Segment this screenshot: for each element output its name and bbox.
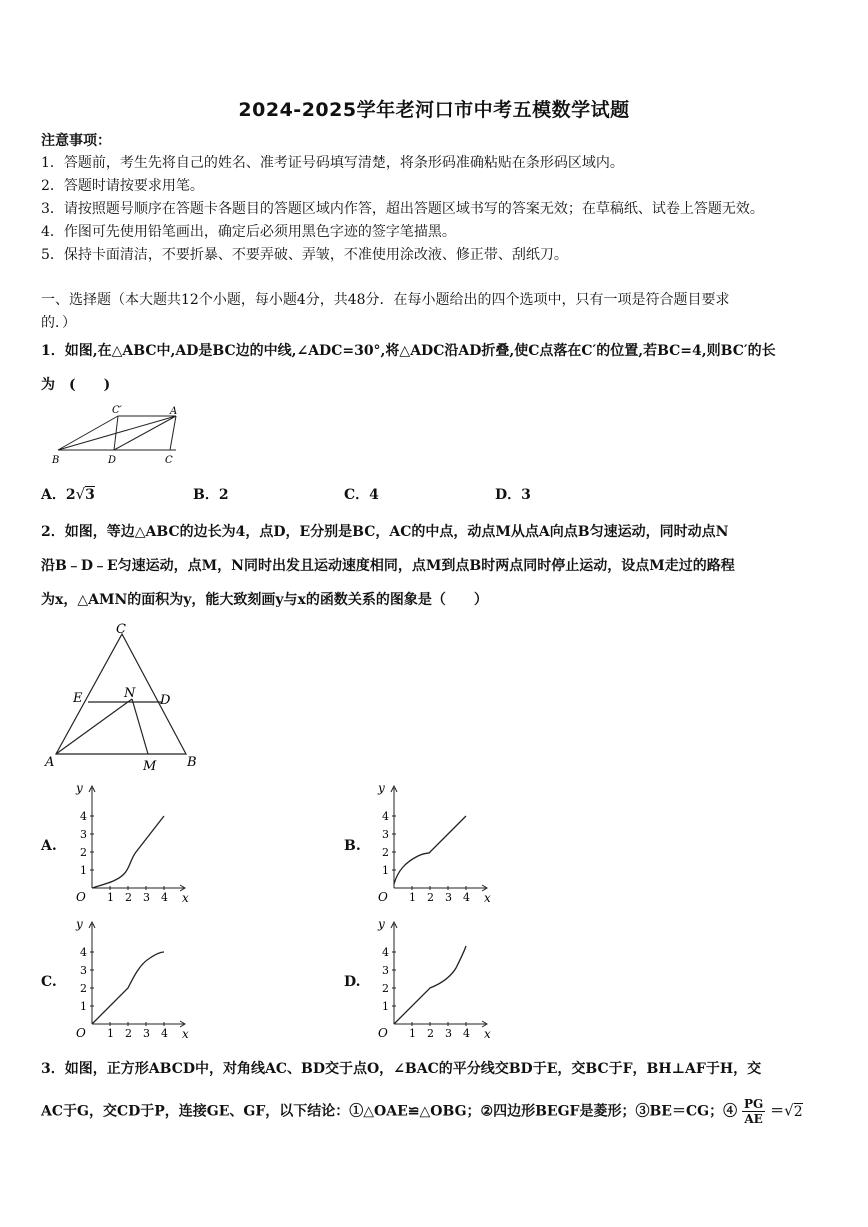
q2-graph-c xyxy=(68,916,194,1044)
y-tick-label: 4 xyxy=(80,946,87,959)
q2-label-c: C xyxy=(116,622,126,637)
q3-text-line1: 3．如图，正方形ABCD中，对角线AC、BD交于点O，∠BAC的平分线交BD于E，交BC于F，BH⊥AF于H，交 xyxy=(41,1061,762,1077)
q1-option-b: B．2 xyxy=(193,487,229,503)
q2-text-line2: 沿B﹣D﹣E匀速运动，点M，N同时出发且运动速度相同，点M到点B时两点同时停止运动，设点M走过的路程 xyxy=(41,558,735,574)
q2-graph-d xyxy=(370,916,496,1044)
q3-fraction xyxy=(742,1097,765,1126)
q2-label-e: E xyxy=(73,691,83,706)
q1-option-c: C．4 xyxy=(344,487,379,503)
y-tick-label: 4 xyxy=(382,946,389,959)
y-tick-label: 3 xyxy=(80,964,87,977)
y-tick-label: 3 xyxy=(382,964,389,977)
y-tick-label: 2 xyxy=(382,982,389,995)
sqrt-symbol: √ xyxy=(75,485,86,503)
y-axis-label: y xyxy=(76,781,83,795)
q3-equals: ＝ xyxy=(770,1103,785,1120)
x-axis-label: x xyxy=(182,1027,189,1041)
x-tick-label: 4 xyxy=(463,1027,470,1040)
y-tick-label: 3 xyxy=(382,828,389,841)
y-tick-label: 4 xyxy=(382,810,389,823)
x-tick-label: 3 xyxy=(445,891,452,904)
notice-item: 1．答题前，考生先将自己的姓名、准考证号码填写清楚，将条形码准确粘贴在条形码区域内。 xyxy=(41,155,624,171)
q2-label-m: M xyxy=(143,759,157,774)
x-tick-label: 1 xyxy=(107,1027,114,1040)
q3-text-line2-main: AC于G，交CD于P，连接GE、GF，以下结论：①△OAE≌△OBG；②四边形BEGF是菱形；③BE＝CG；④ xyxy=(41,1103,738,1120)
x-tick-label: 2 xyxy=(125,1027,132,1040)
x-tick-label: 1 xyxy=(409,1027,416,1040)
y-tick-label: 3 xyxy=(80,828,87,841)
notice-item: 3．请按照题号顺序在答题卡各题目的答题区域内作答，超出答题区域书写的答案无效；在草稿纸、试卷上答题无效。 xyxy=(41,201,764,217)
x-axis-label: x xyxy=(182,891,189,905)
x-tick-label: 4 xyxy=(463,891,470,904)
q1-label-b: B xyxy=(52,455,60,466)
y-tick-label: 2 xyxy=(80,846,87,859)
origin-label: O xyxy=(378,1026,388,1040)
q2-graph-a xyxy=(68,780,194,908)
y-tick-label: 4 xyxy=(80,810,87,823)
q1-text-line1: 1．如图,在△ABC中,AD是BC边的中线,∠ADC=30°,将△ADC沿AD折叠,使C点落在C′的位置,若BC=4,则BC′的长 xyxy=(41,343,776,359)
notice-heading: 注意事项： xyxy=(41,133,111,149)
q2-option-b-label: B. xyxy=(344,838,361,854)
y-tick-label: 2 xyxy=(382,846,389,859)
q3-sqrt-value: 2 xyxy=(793,1103,803,1120)
q1-label-cprime: C′ xyxy=(112,405,122,416)
q1-label-c: C xyxy=(165,455,173,466)
x-axis-label: x xyxy=(484,1027,491,1041)
q3-fraction-numerator: PG xyxy=(743,1097,764,1111)
q3-fraction-denominator: AE xyxy=(744,1112,763,1126)
section-heading-line1: 一、选择题（本大题共12个小题，每小题4分，共48分．在每小题给出的四个选项中，只有一项是符合题目要求 xyxy=(41,292,730,308)
q2-triangle-figure xyxy=(40,620,205,775)
function-curve xyxy=(394,946,466,1024)
x-tick-label: 3 xyxy=(143,891,150,904)
q3-text-line2 xyxy=(41,1097,803,1126)
notice-item: 2．答题时请按要求用笔。 xyxy=(41,178,204,194)
y-tick-label: 1 xyxy=(80,864,87,877)
function-curve xyxy=(92,816,164,888)
origin-label: O xyxy=(378,890,388,904)
y-axis-label: y xyxy=(76,917,83,931)
notice-item: 4．作图可先使用铅笔画出，确定后必须用黑色字迹的签字笔描黑。 xyxy=(41,224,456,240)
q1-option-a xyxy=(41,484,95,504)
q2-label-b: B xyxy=(187,755,197,770)
q1-text-line2: 为 ( ) xyxy=(41,377,111,393)
x-tick-label: 1 xyxy=(107,891,114,904)
q2-label-a: A xyxy=(45,755,55,770)
y-tick-label: 1 xyxy=(382,1000,389,1013)
function-curve xyxy=(394,816,466,884)
x-tick-label: 1 xyxy=(409,891,416,904)
x-tick-label: 3 xyxy=(143,1027,150,1040)
function-curve xyxy=(92,952,164,1024)
q2-label-n: N xyxy=(124,686,136,701)
q1-option-a-prefix: A．2 xyxy=(41,487,76,503)
q1-option-d: D．3 xyxy=(495,487,531,503)
q2-label-d: D xyxy=(160,693,171,708)
q1-figure xyxy=(48,402,188,468)
x-tick-label: 2 xyxy=(427,891,434,904)
x-tick-label: 2 xyxy=(125,891,132,904)
q2-text-line1: 2．如图，等边△ABC的边长为4，点D，E分别是BC，AC的中点，动点M从点A向点B匀速运动，同时动点N xyxy=(41,524,729,540)
x-tick-label: 2 xyxy=(427,1027,434,1040)
origin-label: O xyxy=(76,1026,86,1040)
x-axis-label: x xyxy=(484,891,491,905)
x-tick-label: 3 xyxy=(445,1027,452,1040)
page-title: 2024-2025学年老河口市中考五模数学试题 xyxy=(238,99,630,121)
origin-label: O xyxy=(76,890,86,904)
y-axis-label: y xyxy=(378,781,385,795)
q2-option-a-label: A. xyxy=(41,838,57,854)
y-tick-label: 1 xyxy=(80,1000,87,1013)
x-tick-label: 4 xyxy=(161,1027,168,1040)
y-tick-label: 2 xyxy=(80,982,87,995)
q2-option-d-label: D. xyxy=(344,974,361,990)
notice-item: 5．保持卡面清洁，不要折暴、不要弄破、弄皱，不准使用涂改液、修正带、刮纸刀。 xyxy=(41,247,568,263)
q2-graph-b xyxy=(370,780,496,908)
y-axis-label: y xyxy=(378,917,385,931)
section-heading-line2: 的．） xyxy=(41,315,76,331)
q1-option-a-radicand: 3 xyxy=(85,487,95,503)
q3-sqrt-symbol: √ xyxy=(784,1101,794,1120)
q2-option-c-label: C. xyxy=(41,974,57,990)
y-tick-label: 1 xyxy=(382,864,389,877)
q2-text-line3: 为x，△AMN的面积为y，能大致刻画y与x的函数关系的图象是（ ） xyxy=(41,592,488,608)
q1-label-a: A xyxy=(170,406,178,417)
x-tick-label: 4 xyxy=(161,891,168,904)
q1-label-d: D xyxy=(108,455,117,466)
